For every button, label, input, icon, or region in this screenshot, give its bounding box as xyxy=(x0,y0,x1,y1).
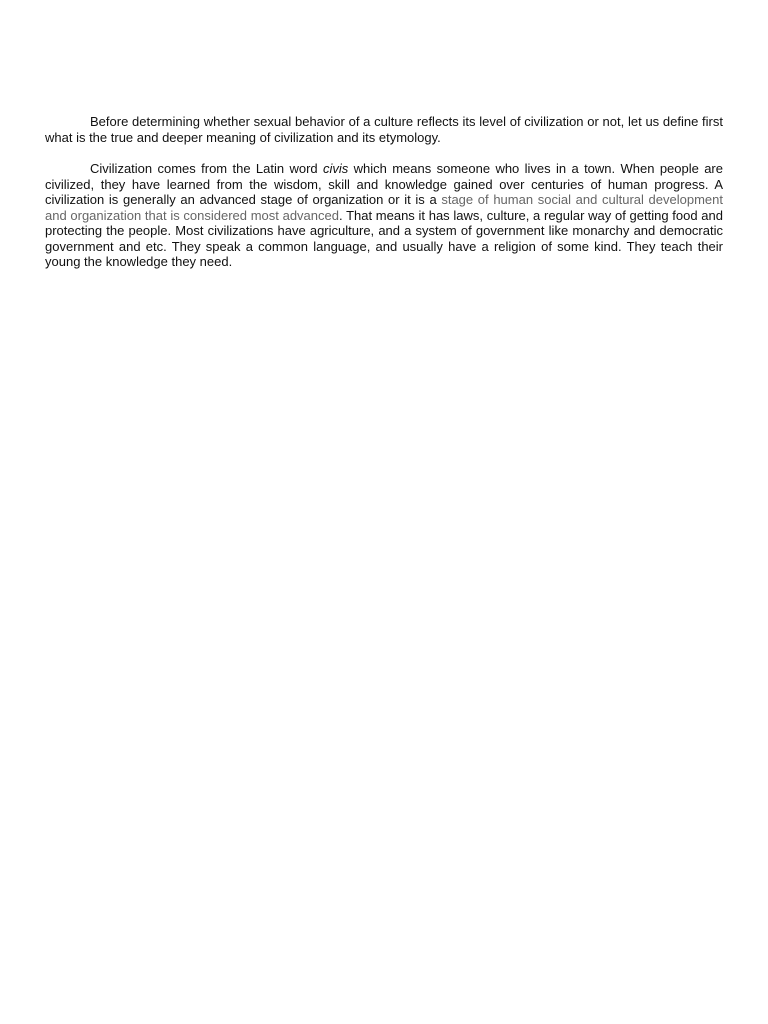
paragraph-definition xyxy=(45,161,723,270)
paragraph-intro-text: Before determining whether sexual behavior of a culture reflects its level of civilization or not, let us define first what is the true and deeper meaning of civilization and its etymology. xyxy=(45,114,723,145)
paragraph-intro xyxy=(45,114,723,145)
quoted-definition: stage of human social and cultural development and organization that is considered most advanced xyxy=(45,192,723,223)
latin-word-civis: civis xyxy=(323,161,349,176)
paragraph-definition-part3: . That means it has laws, culture, a regular way of getting food and protecting the people. Most civilizations have agriculture, and a system of government like monarchy and democratic government and etc. They speak a common language, and usually have a religion of some kind. They teach their young the knowledge they need. xyxy=(45,207,723,269)
paragraph-definition-part2: which means someone who lives in a town. When people are civilized, they have learned from the wisdom, skill and knowledge gained over centuries of human progress. A civilization is generally an advanced stage of organization or it is a xyxy=(45,161,723,207)
paragraph-definition-part1: Civilization comes from the Latin word xyxy=(90,161,323,176)
